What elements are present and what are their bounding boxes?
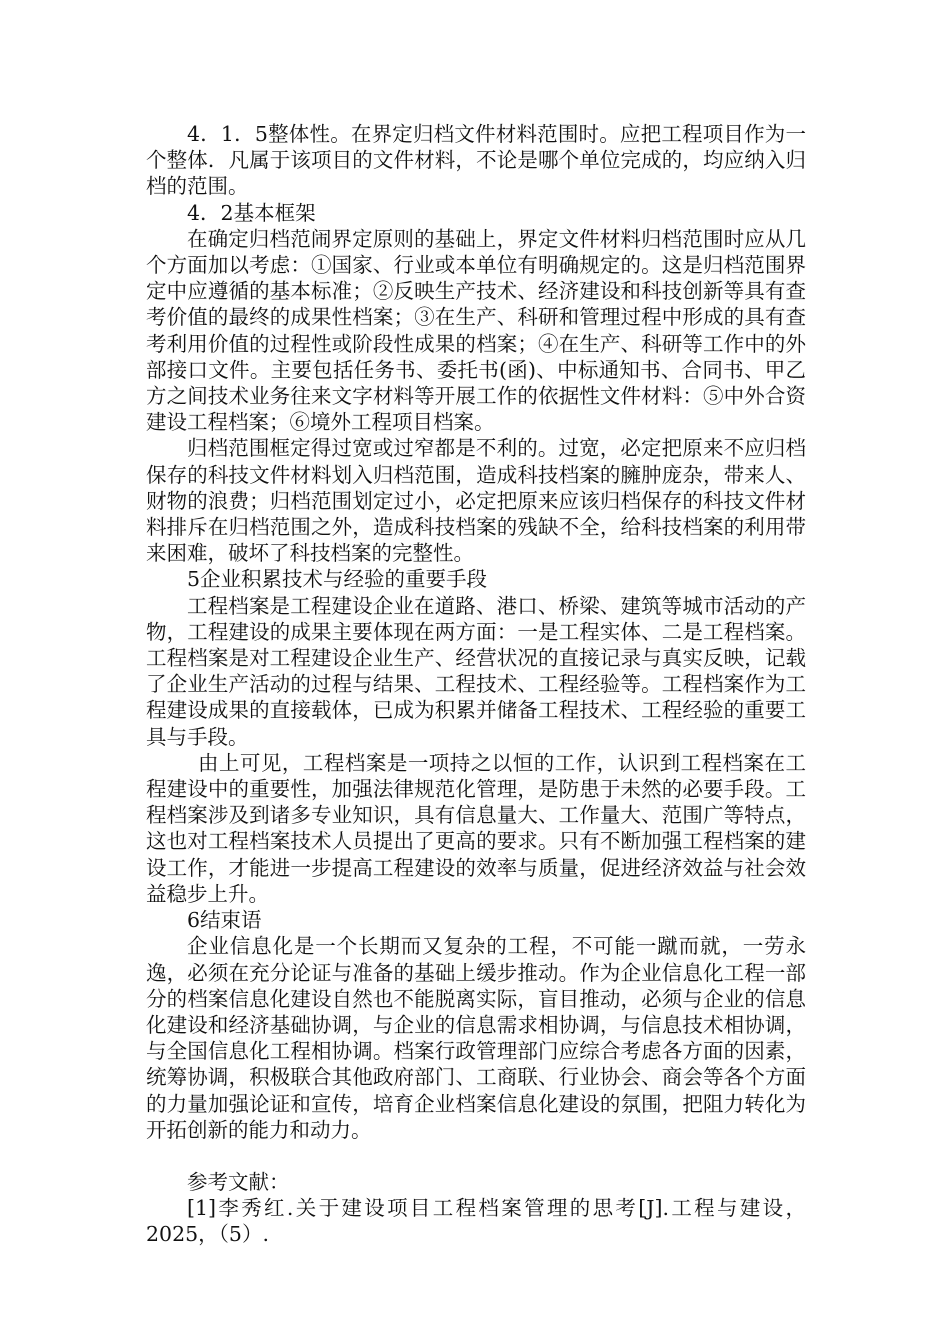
spacer [146, 1143, 806, 1169]
paragraph-conclusion: 企业信息化是一个长期而又复杂的工程，不可能一蹴而就，一劳永逸，必须在充分论证与准备的基础上缓步推动。作为企业信息化工程一部分的档案信息化建设自然也不能脱离实际，盲目推动，必须与企业的信息化建设和经济基础协调，与企业的信息需求相协调，与信息技术相协调，与全国信息化工程相协调。档案行政管理部门应综合考虑各方面的因素，统筹协调，积极联合其他政府部门、工商联、行业协会、商会等各个方面的力量加强论证和宣传，培育企业档案信息化建设的氛围，把阻力转化为开拓创新的能力和动力。 [146, 934, 806, 1142]
document-body [146, 121, 806, 1248]
section-heading-accumulation: 5企业积累技术与经验的重要手段 [187, 567, 488, 592]
paragraph-summary: 由上可见，工程档案是一项持之以恒的工作，认识到工程档案在工程建设中的重要性，加强法律规范化管理，是防患于未然的必要手段。工程档案涉及到诸多专业知识，具有信息量大、工作量大、范围广等特点，这也对工程档案技术人员提出了更高的要求。只有不断加强工程档案的建设工作，才能进一步提高工程建设的效率与质量，促进经济效益与社会效益稳步上升。 [146, 750, 806, 906]
paragraph-scope-width: 归档范围框定得过宽或过窄都是不利的。过宽，必定把原来不应归档保存的科技文件材料划入归档范围，造成科技档案的臃肿庞杂，带来人、财物的浪费；归档范围划定过小，必定把原来应该归档保存的科技文件材料排斥在归档范围之外，造成科技档案的残缺不全，给科技档案的利用带来困难，破坏了科技档案的完整性。 [146, 436, 806, 566]
paragraph-engineering-archives: 工程档案是工程建设企业在道路、港口、桥梁、建筑等城市活动的产物，工程建设的成果主要体现在两方面：一是工程实体、二是工程档案。工程档案是对工程建设企业生产、经营状况的直接记录与真实反映，记载了企业生产活动的过程与结果、工程技术、工程经验等。工程档案作为工程建设成果的直接载体，已成为积累并储备工程技术、工程经验的重要工具与手段。 [146, 593, 806, 749]
section-heading-conclusion: 6结束语 [187, 908, 262, 933]
reference-item: [1]李秀红.关于建设项目工程档案管理的思考[J].工程与建设，2025，（5）. [146, 1196, 806, 1247]
references-heading: 参考文献： [187, 1169, 290, 1194]
paragraph-integrity: 4．1．5整体性。在界定归档文件材料范围时。应把工程项目作为一个整体．凡属于该项目的文件材料，不论是哪个单位完成的，均应纳入归档的范围。 [146, 122, 806, 199]
section-heading-basic-framework: 4．2基本框架 [187, 200, 316, 225]
paragraph-framework-considerations: 在确定归档范闹界定原则的基础上，界定文件材料归档范围时应从几个方面加以考虑：①国家、行业或本单位有明确规定的。这是归档范围界定中应遵循的基本标准；②反映生产技术、经济建设和科技创新等具有查考价值的最终的成果性档案；③在生产、科研和管理过程中形成的具有查考利用价值的过程性或阶段性成果的档案；④在生产、科研等工作中的外部接口文件。主要包括任务书、委托书(函)、中标通知书、合同书、甲乙方之间技术业务往来文字材料等开展工作的依据性文件材料：⑤中外合资建设工程档案；⑥境外工程项目档案。 [146, 226, 806, 435]
